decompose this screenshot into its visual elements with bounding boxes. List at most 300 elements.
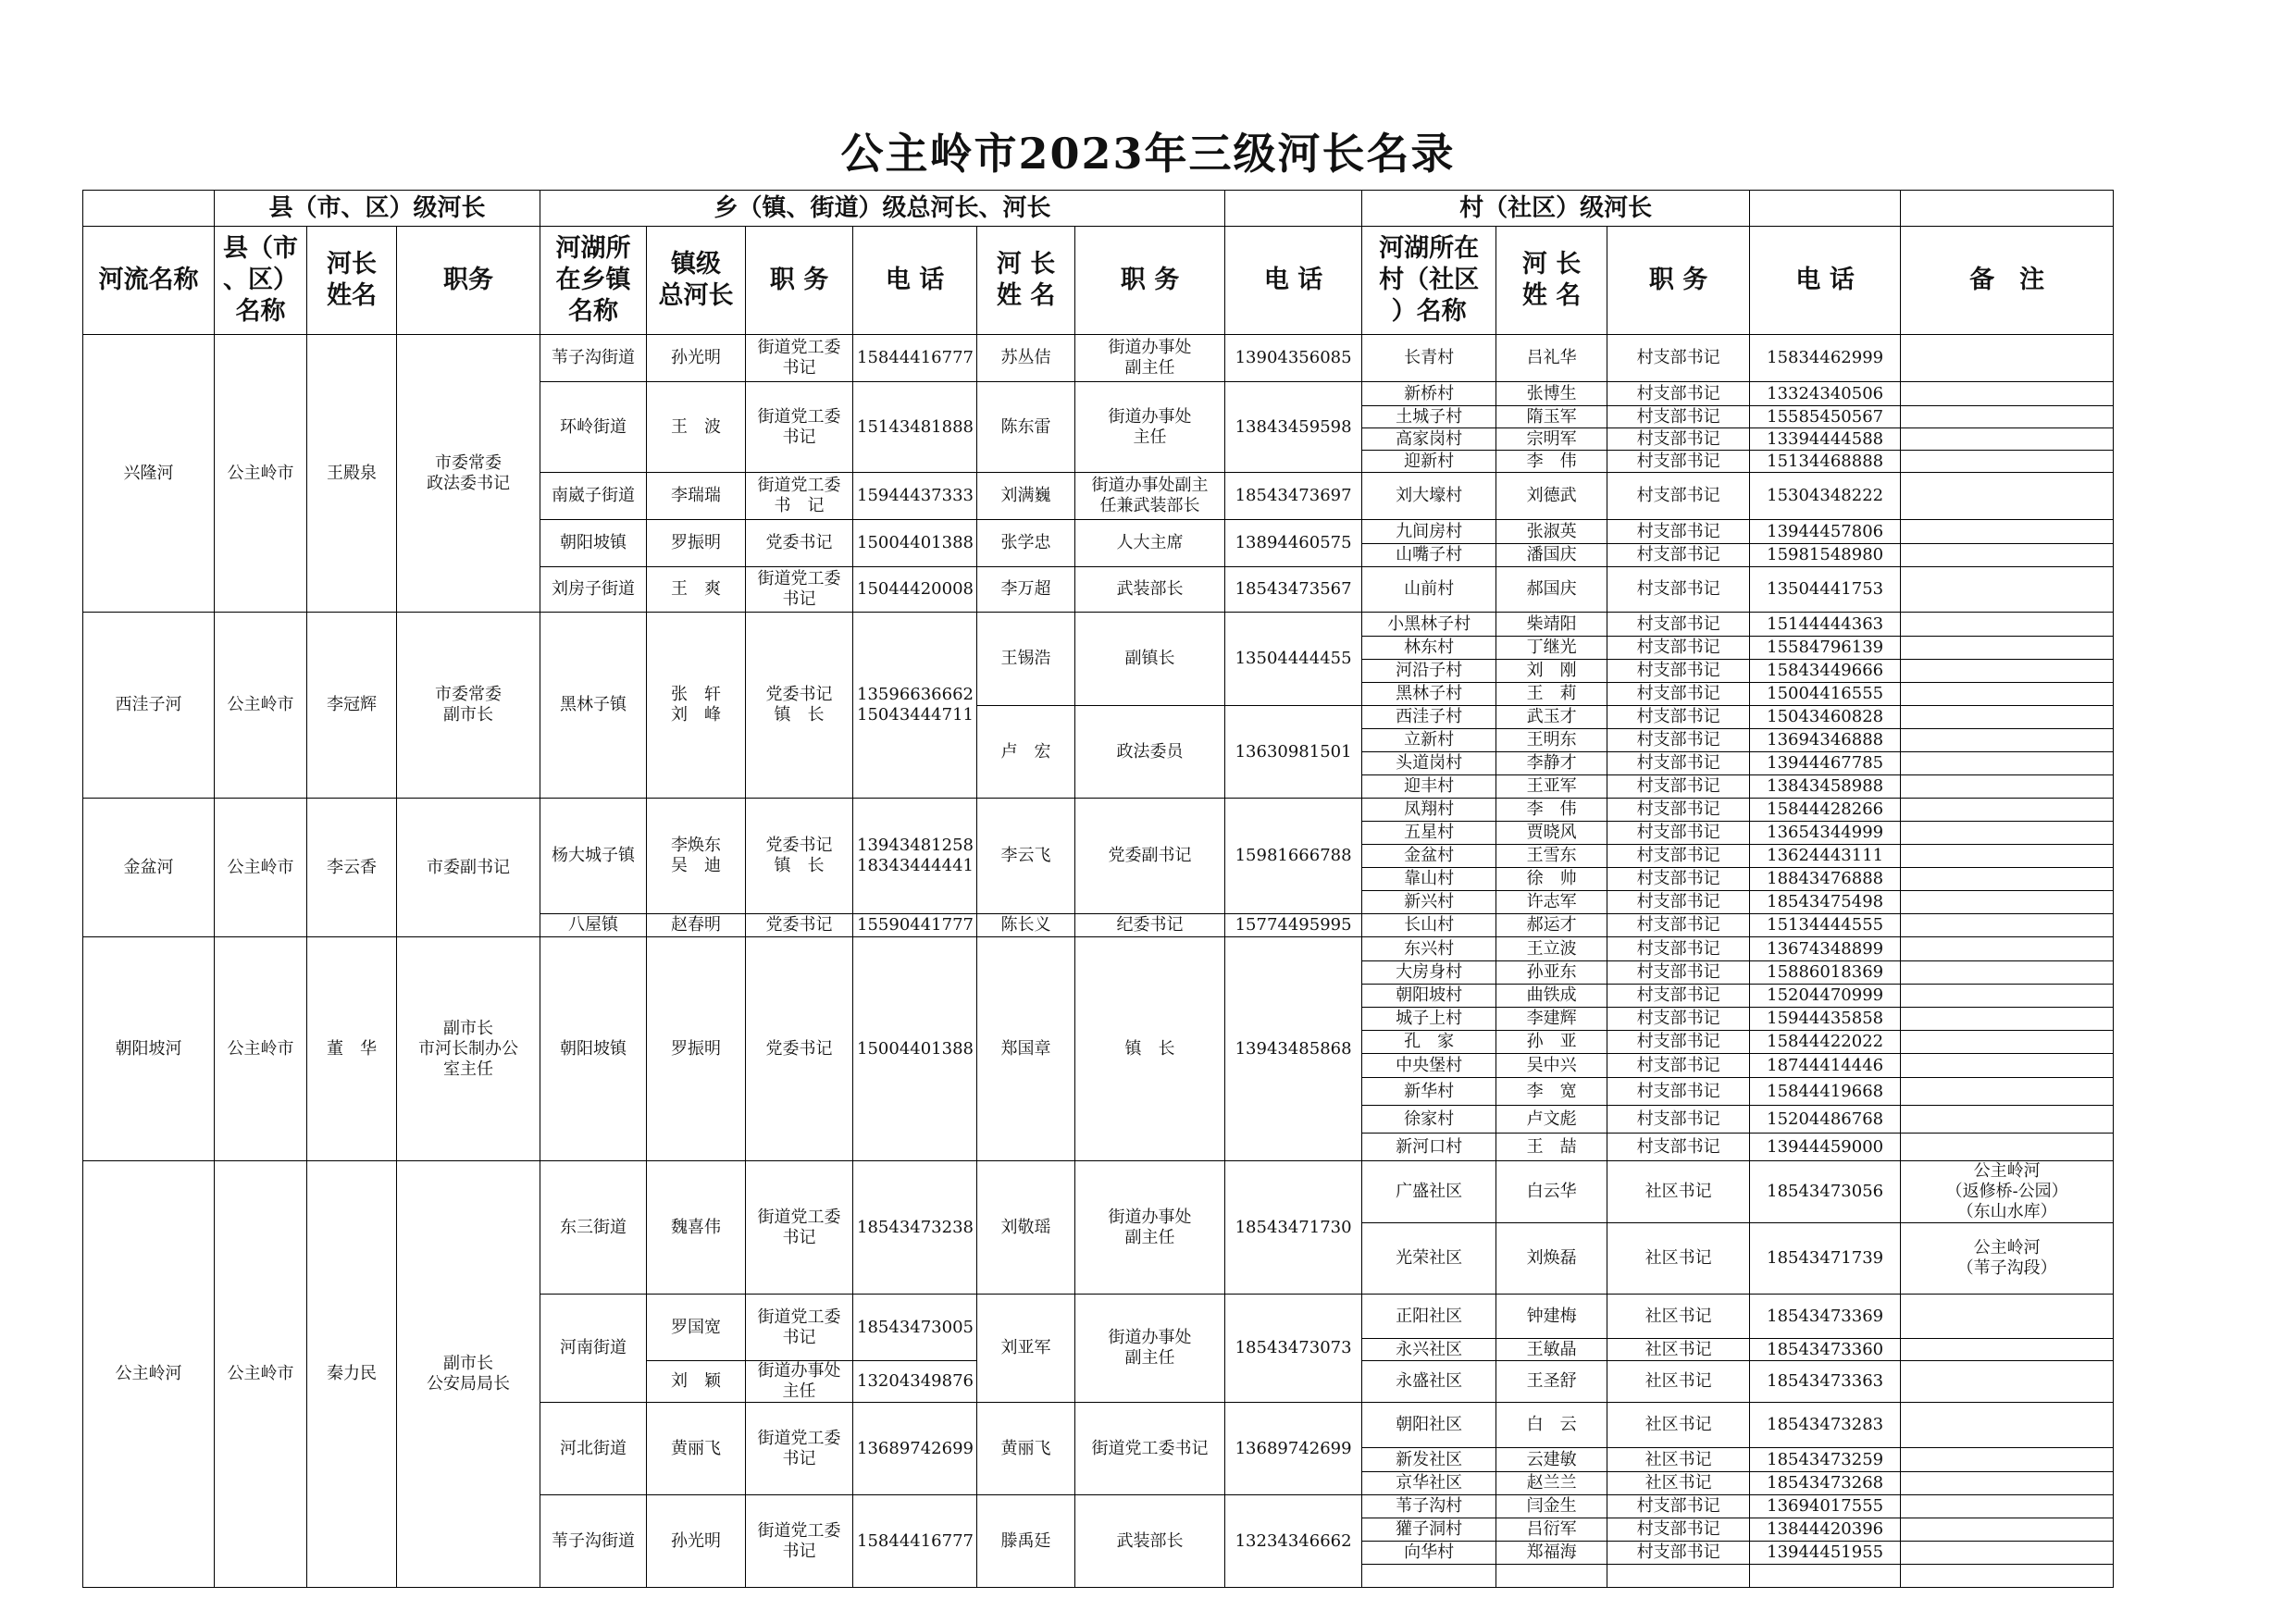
town-leader-phone-cell: 13630981501 — [1225, 706, 1362, 799]
remark-cell — [1901, 567, 2114, 613]
town-chief-cell: 罗振明 — [647, 937, 746, 1161]
town-chief-cell: 李瑞瑞 — [647, 473, 746, 520]
town-leader-phone-cell: 13843459598 — [1225, 382, 1362, 473]
town-leader-phone-cell: 13234346662 — [1225, 1495, 1362, 1588]
village-name-cell: 大房身村 — [1362, 961, 1496, 985]
village-leader-cell: 徐 帅 — [1496, 868, 1607, 891]
remark-cell — [1901, 1106, 2114, 1134]
town-chief-cell: 黄丽飞 — [647, 1403, 746, 1495]
village-leader-cell: 吕衍军 — [1496, 1518, 1607, 1542]
table-row — [83, 1161, 2114, 1223]
town-leader-cell: 刘敬瑶 — [977, 1161, 1075, 1295]
town-leader-post-cell: 武装部长 — [1075, 1495, 1225, 1588]
town-name-cell: 苇子沟街道 — [540, 335, 647, 382]
village-leader-cell: 贾晓风 — [1496, 822, 1607, 845]
town-name-cell: 河南街道 — [540, 1295, 647, 1403]
village-leader-cell: 云建敏 — [1496, 1448, 1607, 1472]
remark-cell — [1901, 752, 2114, 775]
col-remark: 备 注 — [1901, 227, 2114, 335]
county-leader-cell: 秦力民 — [307, 1161, 397, 1588]
village-name-cell: 广盛社区 — [1362, 1161, 1496, 1223]
village-leader-cell: 孙 亚 — [1496, 1031, 1607, 1054]
village-name-cell: 九间房村 — [1362, 520, 1496, 544]
town-leader-post-cell: 政法委员 — [1075, 706, 1225, 799]
village-leader-cell: 李 伟 — [1496, 799, 1607, 822]
town-leader-post-cell: 人大主席 — [1075, 520, 1225, 567]
remark-cell — [1901, 544, 2114, 567]
village-phone-cell: 18744414446 — [1750, 1054, 1901, 1078]
village-post-cell: 村支部书记 — [1607, 1495, 1750, 1518]
town-leader-phone-cell: 13943485868 — [1225, 937, 1362, 1161]
remark-cell — [1901, 1134, 2114, 1161]
village-phone-cell: 13324340506 — [1750, 382, 1901, 406]
town-chief-phone-cell: 13204349876 — [853, 1361, 977, 1403]
village-post-cell: 村支部书记 — [1607, 683, 1750, 706]
village-name-cell: 土城子村 — [1362, 406, 1496, 428]
town-name-cell: 朝阳坡镇 — [540, 937, 647, 1161]
village-post-cell: 村支部书记 — [1607, 1008, 1750, 1031]
table-row — [83, 335, 2114, 382]
village-name-cell: 京华社区 — [1362, 1472, 1496, 1495]
village-post-cell: 村支部书记 — [1607, 706, 1750, 729]
remark-cell — [1901, 406, 2114, 428]
town-leader-cell: 苏丛佶 — [977, 335, 1075, 382]
county-name-cell: 公主岭市 — [215, 613, 307, 799]
town-name-cell: 黑林子镇 — [540, 613, 647, 799]
village-post-cell: 村支部书记 — [1607, 1134, 1750, 1161]
village-post-cell: 村支部书记 — [1607, 428, 1750, 451]
village-post-cell: 社区书记 — [1607, 1161, 1750, 1223]
group-blank-cell — [1225, 191, 1362, 227]
village-leader-cell: 刘 刚 — [1496, 660, 1607, 683]
remark-cell — [1901, 1495, 2114, 1518]
village-post-cell: 社区书记 — [1607, 1223, 1750, 1295]
town-leader-cell: 郑国章 — [977, 937, 1075, 1161]
village-phone-cell: 13504441753 — [1750, 567, 1901, 613]
village-phone-cell: 18843476888 — [1750, 868, 1901, 891]
table-row — [83, 937, 2114, 961]
village-post-cell: 村支部书记 — [1607, 1078, 1750, 1106]
town-name-cell: 八屋镇 — [540, 914, 647, 937]
town-name-cell: 杨大城子镇 — [540, 799, 647, 914]
village-phone-cell: 13944457806 — [1750, 520, 1901, 544]
col-town-chief-post: 职 务 — [746, 227, 853, 335]
village-post-cell: 社区书记 — [1607, 1339, 1750, 1361]
town-chief-phone-cell: 15944437333 — [853, 473, 977, 520]
town-chief-cell: 罗国宽 — [647, 1295, 746, 1361]
town-chief-post-cell: 街道党工委 书记 — [746, 567, 853, 613]
village-phone-cell: 15584796139 — [1750, 637, 1901, 660]
village-post-cell: 村支部书记 — [1607, 1054, 1750, 1078]
table-row — [83, 799, 2114, 822]
town-leader-post-cell: 街道办事处 副主任 — [1075, 335, 1225, 382]
village-post-cell: 村支部书记 — [1607, 1518, 1750, 1542]
town-leader-cell: 刘满巍 — [977, 473, 1075, 520]
group-blank-cell — [83, 191, 215, 227]
remark-cell — [1901, 637, 2114, 660]
group-blank-cell — [1901, 191, 2114, 227]
village-name-cell: 向华村 — [1362, 1542, 1496, 1565]
town-leader-post-cell: 街道党工委书记 — [1075, 1403, 1225, 1495]
village-leader-cell: 王 喆 — [1496, 1134, 1607, 1161]
county-leader-cell: 李云香 — [307, 799, 397, 937]
village-name-cell: 刘大壕村 — [1362, 473, 1496, 520]
village-leader-cell: 王 莉 — [1496, 683, 1607, 706]
village-post-cell: 村支部书记 — [1607, 473, 1750, 520]
village-name-cell: 迎丰村 — [1362, 775, 1496, 799]
table-row — [83, 613, 2114, 637]
village-leader-cell: 王亚军 — [1496, 775, 1607, 799]
village-name-cell: 迎新村 — [1362, 451, 1496, 473]
village-name-cell: 正阳社区 — [1362, 1295, 1496, 1339]
village-leader-cell: 张淑英 — [1496, 520, 1607, 544]
village-leader-cell: 王雪东 — [1496, 845, 1607, 868]
village-name-cell: 高家岗村 — [1362, 428, 1496, 451]
col-town-name: 河湖所 在乡镇 名称 — [540, 227, 647, 335]
village-post-cell: 村支部书记 — [1607, 520, 1750, 544]
town-chief-post-cell: 党委书记 — [746, 914, 853, 937]
county-post-cell: 市委常委 政法委书记 — [397, 335, 540, 613]
remark-cell — [1901, 845, 2114, 868]
remark-cell — [1901, 428, 2114, 451]
town-chief-phone-cell: 15844416777 — [853, 1495, 977, 1588]
village-phone-cell: 15886018369 — [1750, 961, 1901, 985]
col-town-leader: 河 长 姓 名 — [977, 227, 1075, 335]
town-chief-post-cell: 街道党工委 书记 — [746, 1403, 853, 1495]
village-post-cell: 社区书记 — [1607, 1403, 1750, 1448]
river-name-cell: 兴隆河 — [83, 335, 215, 613]
village-phone-cell: 18543475498 — [1750, 891, 1901, 914]
col-town-chief-phone: 电 话 — [853, 227, 977, 335]
village-post-cell: 村支部书记 — [1607, 752, 1750, 775]
town-chief-post-cell: 街道办事处 主任 — [746, 1361, 853, 1403]
village-post-cell: 村支部书记 — [1607, 1031, 1750, 1054]
col-river-name: 河流名称 — [83, 227, 215, 335]
town-leader-cell: 黄丽飞 — [977, 1403, 1075, 1495]
remark-cell — [1901, 1361, 2114, 1403]
village-name-cell: 朝阳社区 — [1362, 1403, 1496, 1448]
village-name-cell: 金盆村 — [1362, 845, 1496, 868]
village-phone-cell: 15204470999 — [1750, 985, 1901, 1008]
remark-cell — [1901, 451, 2114, 473]
col-town-leader-post: 职 务 — [1075, 227, 1225, 335]
village-post-cell: 村支部书记 — [1607, 660, 1750, 683]
town-name-cell: 朝阳坡镇 — [540, 520, 647, 567]
town-chief-cell: 赵春明 — [647, 914, 746, 937]
town-leader-post-cell: 街道办事处 副主任 — [1075, 1295, 1225, 1403]
remark-cell — [1901, 473, 2114, 520]
remark-cell — [1901, 799, 2114, 822]
page-title: 公主岭市2023年三级河长名录 — [840, 129, 1456, 179]
village-phone-cell: 13674348899 — [1750, 937, 1901, 961]
town-leader-phone-cell: 13904356085 — [1225, 335, 1362, 382]
village-name-cell: 山嘴子村 — [1362, 544, 1496, 567]
remark-cell — [1901, 1565, 2114, 1588]
town-leader-cell: 滕禹廷 — [977, 1495, 1075, 1588]
village-leader-cell: 郑福海 — [1496, 1542, 1607, 1565]
river-name-cell: 金盆河 — [83, 799, 215, 937]
village-post-cell: 村支部书记 — [1607, 382, 1750, 406]
village-name-cell: 山前村 — [1362, 567, 1496, 613]
remark-cell — [1901, 1542, 2114, 1565]
town-leader-post-cell: 副镇长 — [1075, 613, 1225, 706]
village-leader-cell: 卢文彪 — [1496, 1106, 1607, 1134]
town-chief-phone-cell: 15590441777 — [853, 914, 977, 937]
town-leader-cell: 李万超 — [977, 567, 1075, 613]
remark-cell — [1901, 937, 2114, 961]
town-leader-phone-cell: 13894460575 — [1225, 520, 1362, 567]
town-leader-cell: 李云飞 — [977, 799, 1075, 914]
col-village-post: 职 务 — [1607, 227, 1750, 335]
town-leader-cell: 王锡浩 — [977, 613, 1075, 706]
village-name-cell: 苇子沟村 — [1362, 1495, 1496, 1518]
col-town-chief: 镇级 总河长 — [647, 227, 746, 335]
village-phone-cell: 18543473283 — [1750, 1403, 1901, 1448]
village-leader-cell: 丁继光 — [1496, 637, 1607, 660]
village-leader-cell: 张博生 — [1496, 382, 1607, 406]
village-name-cell: 新兴村 — [1362, 891, 1496, 914]
village-phone-cell: 15043460828 — [1750, 706, 1901, 729]
col-county-post: 职务 — [397, 227, 540, 335]
village-leader-cell: 闫金生 — [1496, 1495, 1607, 1518]
village-leader-cell: 李 宽 — [1496, 1078, 1607, 1106]
village-name-cell: 朝阳坡村 — [1362, 985, 1496, 1008]
remark-cell — [1901, 1295, 2114, 1339]
town-chief-phone-cell: 15004401388 — [853, 937, 977, 1161]
town-name-cell: 刘房子街道 — [540, 567, 647, 613]
village-post-cell: 村支部书记 — [1607, 1542, 1750, 1565]
village-name-cell: 新华村 — [1362, 1078, 1496, 1106]
remark-cell — [1901, 822, 2114, 845]
town-chief-phone-cell: 13689742699 — [853, 1403, 977, 1495]
town-leader-phone-cell: 18543473567 — [1225, 567, 1362, 613]
remark-cell — [1901, 1518, 2114, 1542]
remark-cell: 公主岭河 （苇子沟段） — [1901, 1223, 2114, 1295]
village-leader-cell: 郝国庆 — [1496, 567, 1607, 613]
remark-cell — [1901, 1448, 2114, 1472]
remark-cell — [1901, 335, 2114, 382]
village-phone-cell: 15834462999 — [1750, 335, 1901, 382]
village-leader-cell: 白云华 — [1496, 1161, 1607, 1223]
village-post-cell: 村支部书记 — [1607, 891, 1750, 914]
village-phone-cell — [1750, 1565, 1901, 1588]
village-phone-cell: 18543473363 — [1750, 1361, 1901, 1403]
river-chief-table — [82, 190, 2114, 1588]
town-leader-post-cell: 街道办事处 主任 — [1075, 382, 1225, 473]
village-leader-cell: 宗明军 — [1496, 428, 1607, 451]
town-chief-phone-cell: 13596636662 15043444711 — [853, 613, 977, 799]
town-chief-post-cell: 党委书记 — [746, 520, 853, 567]
village-phone-cell: 13624443111 — [1750, 845, 1901, 868]
river-name-cell: 西洼子河 — [83, 613, 215, 799]
village-name-cell: 靠山村 — [1362, 868, 1496, 891]
town-name-cell: 苇子沟街道 — [540, 1495, 647, 1588]
remark-cell: 公主岭河 （返修桥-公园） （东山水库） — [1901, 1161, 2114, 1223]
village-post-cell: 村支部书记 — [1607, 868, 1750, 891]
village-post-cell: 村支部书记 — [1607, 335, 1750, 382]
village-leader-cell: 刘德武 — [1496, 473, 1607, 520]
village-phone-cell: 15944435858 — [1750, 1008, 1901, 1031]
town-chief-post-cell: 街道党工委 书记 — [746, 382, 853, 473]
town-chief-phone-cell: 15044420008 — [853, 567, 977, 613]
remark-cell — [1901, 520, 2114, 544]
river-name-cell: 朝阳坡河 — [83, 937, 215, 1161]
village-phone-cell: 18543473360 — [1750, 1339, 1901, 1361]
village-name-cell: 孔 家 — [1362, 1031, 1496, 1054]
town-chief-phone-cell: 15004401388 — [853, 520, 977, 567]
village-post-cell: 村支部书记 — [1607, 567, 1750, 613]
village-leader-cell: 李 伟 — [1496, 451, 1607, 473]
village-leader-cell: 钟建梅 — [1496, 1295, 1607, 1339]
county-leader-cell: 董 华 — [307, 937, 397, 1161]
village-name-cell: 立新村 — [1362, 729, 1496, 752]
village-phone-cell: 15844428266 — [1750, 799, 1901, 822]
town-chief-post-cell: 党委书记 镇 长 — [746, 613, 853, 799]
village-post-cell: 社区书记 — [1607, 1448, 1750, 1472]
village-phone-cell: 15134468888 — [1750, 451, 1901, 473]
village-post-cell: 村支部书记 — [1607, 729, 1750, 752]
col-county-leader: 河长 姓名 — [307, 227, 397, 335]
col-village-phone: 电 话 — [1750, 227, 1901, 335]
village-post-cell: 村支部书记 — [1607, 914, 1750, 937]
village-post-cell: 村支部书记 — [1607, 845, 1750, 868]
town-chief-cell: 孙光明 — [647, 1495, 746, 1588]
town-chief-cell: 张 轩 刘 峰 — [647, 613, 746, 799]
village-post-cell: 村支部书记 — [1607, 406, 1750, 428]
remark-cell — [1901, 683, 2114, 706]
village-name-cell: 新发社区 — [1362, 1448, 1496, 1472]
town-leader-phone-cell: 13504444455 — [1225, 613, 1362, 706]
town-chief-cell: 罗振明 — [647, 520, 746, 567]
village-post-cell: 村支部书记 — [1607, 1106, 1750, 1134]
village-leader-cell: 郝运才 — [1496, 914, 1607, 937]
remark-cell — [1901, 729, 2114, 752]
remark-cell — [1901, 706, 2114, 729]
village-phone-cell: 13843458988 — [1750, 775, 1901, 799]
county-post-cell: 市委副书记 — [397, 799, 540, 937]
village-post-cell: 村支部书记 — [1607, 799, 1750, 822]
village-post-cell: 村支部书记 — [1607, 544, 1750, 567]
village-name-cell: 长青村 — [1362, 335, 1496, 382]
village-phone-cell: 15304348222 — [1750, 473, 1901, 520]
town-chief-post-cell: 街道党工委 书记 — [746, 335, 853, 382]
town-name-cell: 环岭街道 — [540, 382, 647, 473]
village-phone-cell: 18543473259 — [1750, 1448, 1901, 1472]
town-chief-cell: 魏喜伟 — [647, 1161, 746, 1295]
village-name-cell: 永盛社区 — [1362, 1361, 1496, 1403]
village-phone-cell: 13944467785 — [1750, 752, 1901, 775]
village-phone-cell: 18543473369 — [1750, 1295, 1901, 1339]
group-header-row — [83, 191, 2114, 227]
county-name-cell: 公主岭市 — [215, 1161, 307, 1588]
village-leader-cell: 赵兰兰 — [1496, 1472, 1607, 1495]
remark-cell — [1901, 1403, 2114, 1448]
town-leader-post-cell: 街道办事处副主 任兼武装部长 — [1075, 473, 1225, 520]
village-post-cell: 社区书记 — [1607, 1361, 1750, 1403]
village-leader-cell: 王立波 — [1496, 937, 1607, 961]
town-leader-post-cell: 街道办事处 副主任 — [1075, 1161, 1225, 1295]
village-post-cell: 村支部书记 — [1607, 451, 1750, 473]
village-phone-cell: 15144444363 — [1750, 613, 1901, 637]
village-name-cell: 黑林子村 — [1362, 683, 1496, 706]
town-leader-phone-cell: 18543471730 — [1225, 1161, 1362, 1295]
village-phone-cell: 15585450567 — [1750, 406, 1901, 428]
village-name-cell: 西洼子村 — [1362, 706, 1496, 729]
town-name-cell: 东三街道 — [540, 1161, 647, 1295]
town-chief-phone-cell: 18543473005 — [853, 1295, 977, 1361]
village-leader-cell: 刘焕磊 — [1496, 1223, 1607, 1295]
village-name-cell — [1362, 1565, 1496, 1588]
remark-cell — [1901, 914, 2114, 937]
village-name-cell: 新桥村 — [1362, 382, 1496, 406]
village-phone-cell: 15004416555 — [1750, 683, 1901, 706]
village-post-cell — [1607, 1565, 1750, 1588]
remark-cell — [1901, 1472, 2114, 1495]
village-leader-cell: 白 云 — [1496, 1403, 1607, 1448]
village-post-cell: 社区书记 — [1607, 1295, 1750, 1339]
village-name-cell: 五星村 — [1362, 822, 1496, 845]
village-leader-cell: 柴靖阳 — [1496, 613, 1607, 637]
county-leader-cell: 李冠辉 — [307, 613, 397, 799]
town-name-cell: 河北街道 — [540, 1403, 647, 1495]
remark-cell — [1901, 660, 2114, 683]
town-leader-phone-cell: 18543473697 — [1225, 473, 1362, 520]
remark-cell — [1901, 382, 2114, 406]
village-phone-cell: 13394444588 — [1750, 428, 1901, 451]
village-name-cell: 永兴社区 — [1362, 1339, 1496, 1361]
column-header-row — [83, 227, 2114, 335]
village-post-cell: 村支部书记 — [1607, 637, 1750, 660]
village-name-cell: 头道岗村 — [1362, 752, 1496, 775]
village-phone-cell: 18543473268 — [1750, 1472, 1901, 1495]
village-post-cell: 社区书记 — [1607, 1472, 1750, 1495]
town-leader-cell: 陈东雷 — [977, 382, 1075, 473]
remark-cell — [1901, 1339, 2114, 1361]
village-leader-cell: 隋玉军 — [1496, 406, 1607, 428]
town-leader-cell: 刘亚军 — [977, 1295, 1075, 1403]
village-phone-cell: 15843449666 — [1750, 660, 1901, 683]
village-name-cell: 林东村 — [1362, 637, 1496, 660]
village-leader-cell: 李建辉 — [1496, 1008, 1607, 1031]
group-blank-cell — [1750, 191, 1901, 227]
town-chief-cell: 刘 颖 — [647, 1361, 746, 1403]
town-chief-phone-cell: 18543473238 — [853, 1161, 977, 1295]
county-name-cell: 公主岭市 — [215, 799, 307, 937]
village-leader-cell: 吕礼华 — [1496, 335, 1607, 382]
village-leader-cell: 王敏晶 — [1496, 1339, 1607, 1361]
village-name-cell: 獾子洞村 — [1362, 1518, 1496, 1542]
town-chief-cell: 王 爽 — [647, 567, 746, 613]
town-chief-post-cell: 党委书记 镇 长 — [746, 799, 853, 914]
village-name-cell: 东兴村 — [1362, 937, 1496, 961]
town-leader-post-cell: 镇 长 — [1075, 937, 1225, 1161]
village-phone-cell: 13694346888 — [1750, 729, 1901, 752]
village-name-cell: 小黑林子村 — [1362, 613, 1496, 637]
remark-cell — [1901, 1054, 2114, 1078]
village-leader-cell: 武玉才 — [1496, 706, 1607, 729]
remark-cell — [1901, 985, 2114, 1008]
remark-cell — [1901, 613, 2114, 637]
village-phone-cell: 18543473056 — [1750, 1161, 1901, 1223]
county-group-header: 县（市、区）级河长 — [215, 191, 540, 227]
town-leader-cell: 张学忠 — [977, 520, 1075, 567]
town-leader-post-cell: 党委副书记 — [1075, 799, 1225, 914]
remark-cell — [1901, 868, 2114, 891]
town-group-header: 乡（镇、街道）级总河长、河长 — [540, 191, 1225, 227]
county-post-cell: 副市长 市河长制办公 室主任 — [397, 937, 540, 1161]
col-county-name: 县（市 、区） 名称 — [215, 227, 307, 335]
county-name-cell: 公主岭市 — [215, 937, 307, 1161]
